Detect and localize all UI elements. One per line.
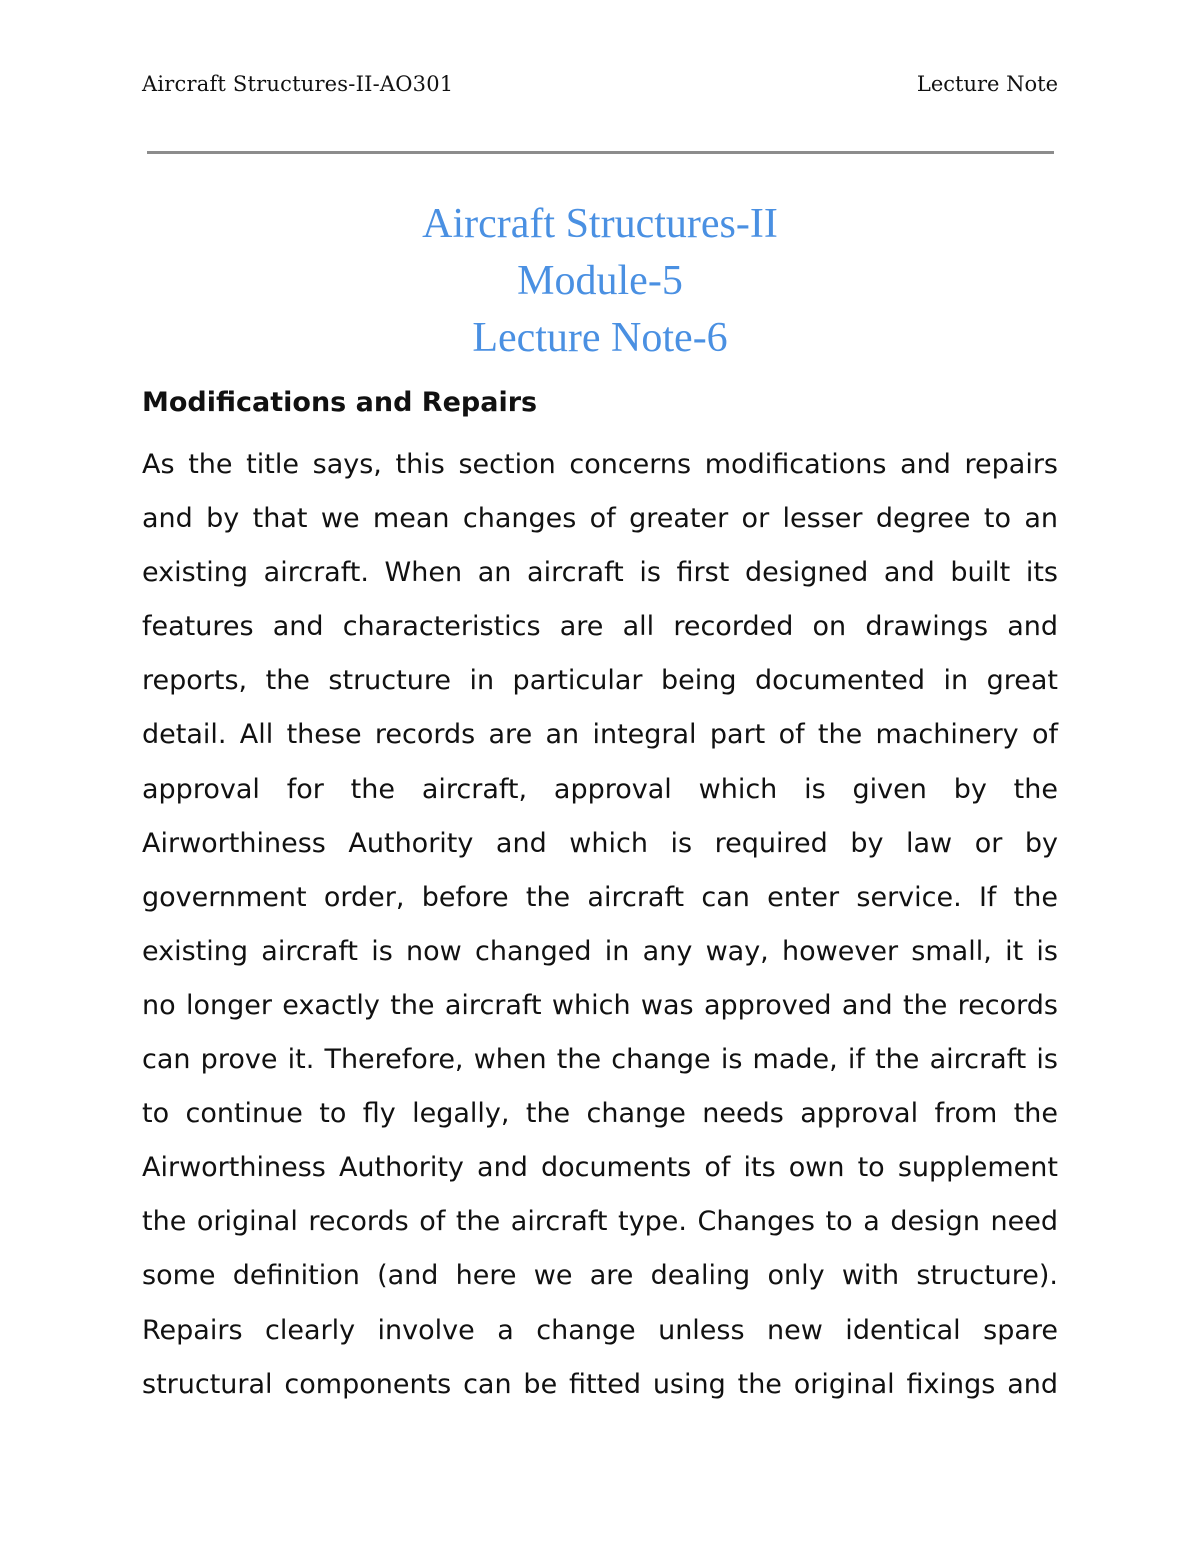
document-body <box>142 384 1058 1412</box>
title-course: Aircraft Structures-II <box>422 201 778 247</box>
paragraph-line: and by that we mean changes of greater or lesser degree to an <box>142 503 1058 535</box>
paragraph-line: government order, before the aircraft can enter service. If the <box>142 881 1058 913</box>
section-heading: Modifications and Repairs <box>142 387 538 418</box>
paragraph-line: Airworthiness Authority and documents of its own to supplement <box>142 1152 1058 1184</box>
paragraph-line: approval for the aircraft, approval which is given by the <box>142 773 1058 805</box>
header-divider <box>147 151 1054 154</box>
paragraph-line: no longer exactly the aircraft which was approved and the records <box>142 989 1058 1021</box>
paragraph-line: can prove it. Therefore, when the change is made, if the aircraft is <box>142 1044 1058 1076</box>
paragraph-line: Airworthiness Authority and which is required by law or by <box>142 827 1058 859</box>
section-paragraph <box>142 438 1058 1412</box>
paragraph-line: existing aircraft. When an aircraft is first designed and built its <box>142 557 1058 589</box>
paragraph-line: features and characteristics are all recorded on drawings and <box>142 611 1058 643</box>
paragraph-line: to continue to fly legally, the change needs approval from the <box>142 1098 1058 1130</box>
paragraph-line: Repairs clearly involve a change unless new identical spare <box>142 1314 1058 1346</box>
paragraph-line: some definition (and here we are dealing only with structure). <box>142 1260 1058 1292</box>
paragraph-line: reports, the structure in particular being documented in great <box>142 665 1058 697</box>
paragraph-line: structural components can be fitted using the original fixings and <box>142 1368 1058 1400</box>
document-title <box>0 196 1200 367</box>
paragraph-line: the original records of the aircraft type. Changes to a design need <box>142 1206 1058 1238</box>
paragraph-line: existing aircraft is now changed in any way, however small, it is <box>142 935 1058 967</box>
running-header-label: Lecture Note <box>916 72 1058 96</box>
running-header-course: Aircraft Structures-II-AO301 <box>142 72 454 96</box>
title-module: Module-5 <box>517 258 683 304</box>
title-lecture: Lecture Note-6 <box>472 315 728 361</box>
paragraph-line: detail. All these records are an integral part of the machinery of <box>142 719 1058 751</box>
paragraph-line: As the title says, this section concerns modifications and repairs <box>142 449 1058 480</box>
